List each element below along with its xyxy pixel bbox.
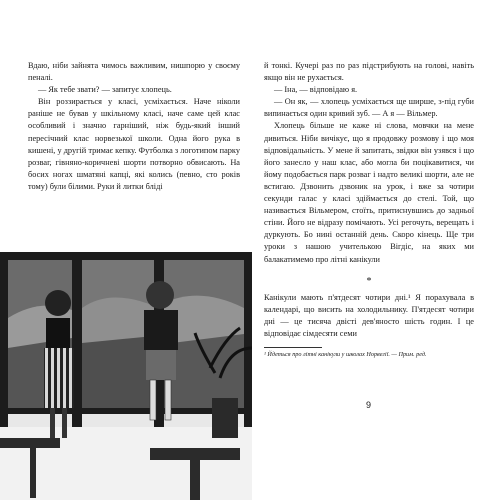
paragraph: Хлопець більше не каже ні слова, мовчки на мене дивиться. Ніби вичікує, що я продовжу розмову і що моя відповідальність. У мене й запитать, звідки він узявся і що його занесло у наш клас, або могла би поцікавитися, чи йому подобається парк розваг і надто великі шорти, але не встигаю. Дзвонить дзвоник на урок, і вже за чотири секунди галас у класі здіймається до стелі. Той, що називається Вільмером, стоїть, притиснувшись до задньої стіни. Його не відразу помічають. Усі регочуть, верещать і дуркують. Бо нині останній день. Скоро кінець. Ще три уроки з нашою учителькою Вігдіс, на яких ми балакатимемо про літні канікули <box>264 121 474 264</box>
footnote: ¹ Йдеться про літні канікули у школах Норвегії. — Прим. ред. <box>264 351 427 359</box>
paragraph: Канікули мають п'ятдесят чотири дні.¹ Я порахувала в календарі, що висить на холодильнику. П'ятдесят чотири дні — це тисяча двісті дев'яносто шість годин. І це відповідає сімдесяти семи <box>264 292 474 338</box>
left-page-text <box>28 60 240 193</box>
paragraph: й тонкі. Кучері раз по раз підстрибують на голові, навіть якщо він не рухається. <box>264 61 474 83</box>
footnote-rule <box>264 347 322 348</box>
right-page-text <box>264 60 474 359</box>
paragraph: — Он як, — хлопець усміхається ще ширше, з-під губи випинається один кривий зуб. — А я — Вільмер. <box>264 97 474 119</box>
page-number: 9 <box>366 400 372 410</box>
section-separator: * <box>366 275 372 287</box>
paragraph: — Як тебе звати? — запитує хлопець. <box>38 85 172 95</box>
illustration-classroom <box>0 248 252 500</box>
paragraph: Вдаю, ніби зайнята чимось важливим, нишпорю у своєму пеналі. <box>28 61 240 83</box>
paragraph: Він роззирається у класі, усміхається. Наче ніколи раніше не бував у шкільному класі, наче саме цей клас особливий і значно гарніший, ніж будь-який інший пересічний клас норвезької школи. Одна його рука в кишені, у другій тримає кепку. Футболка з логотипом парку розваг, гівняно-коричневі шорти потворно обвисають. На босих ногах шматяні капці, які колись (певно, сто років тому) були білими. Руки й литки бліді <box>28 97 240 191</box>
paragraph: — Іна, — відповідаю я. <box>274 85 358 95</box>
